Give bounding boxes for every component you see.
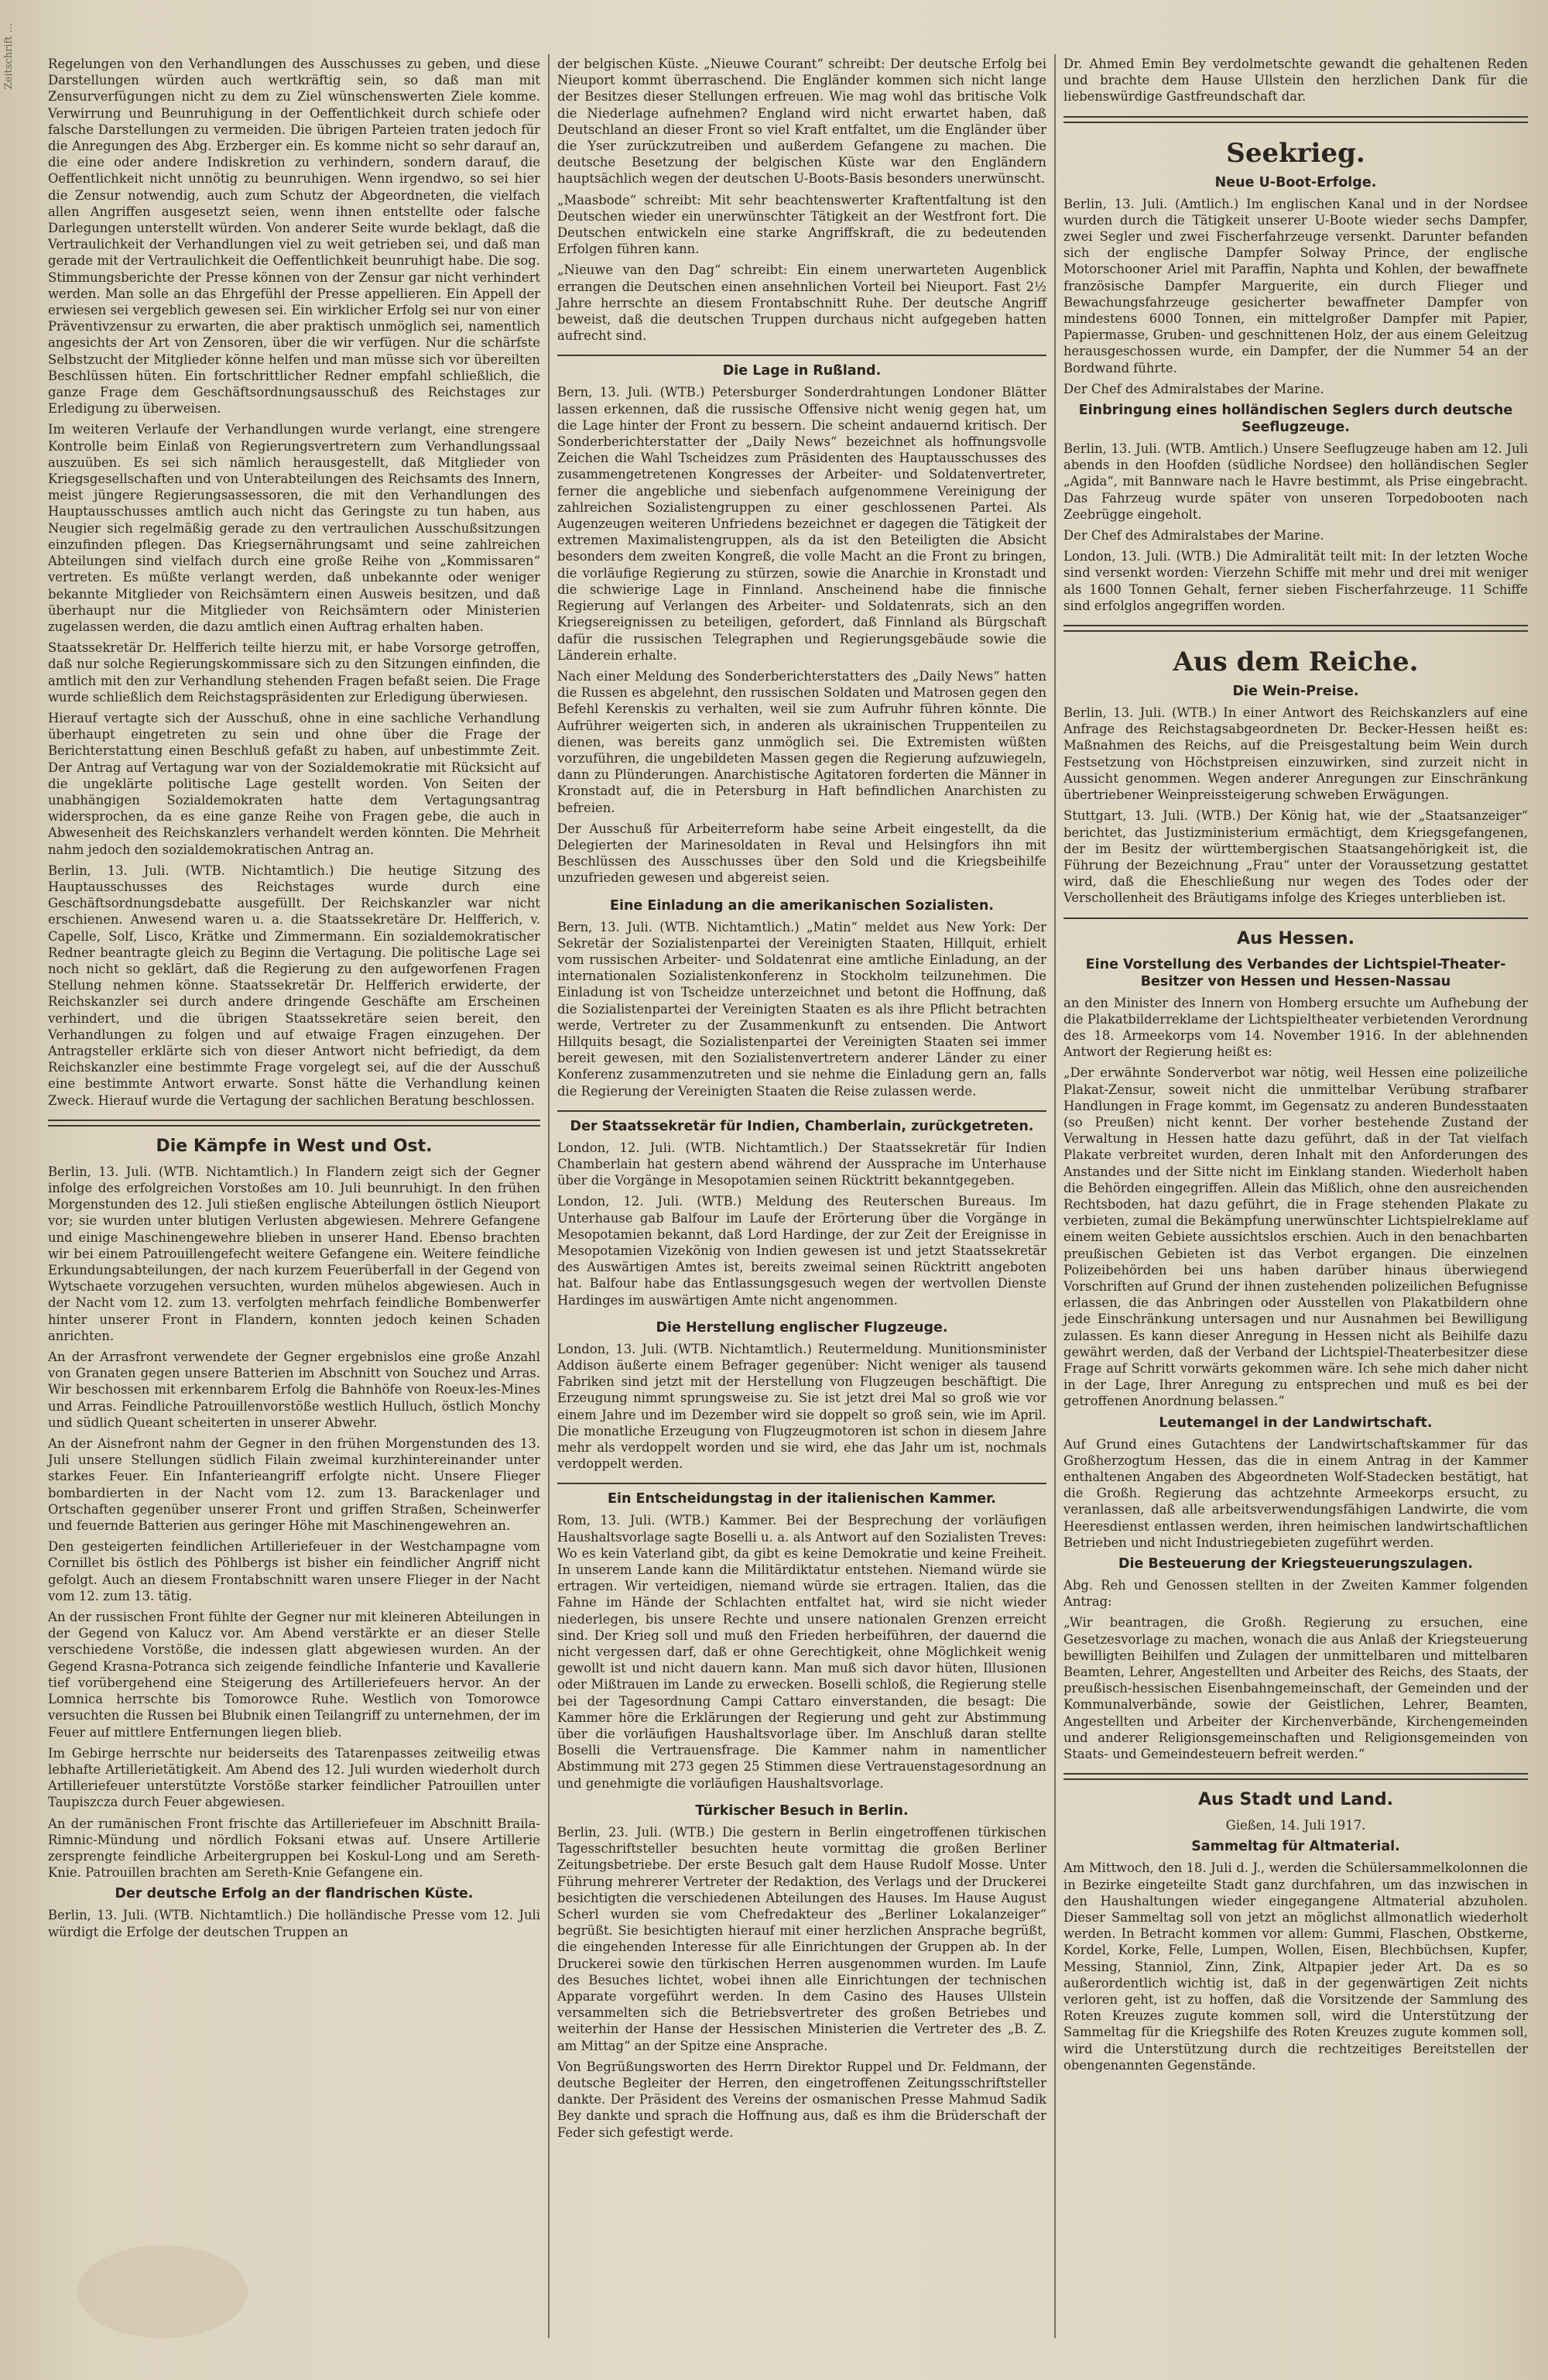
paragraph: An der Arrasfront verwendete der Gegner ergebnislos eine große Anzahl von Granaten gegen unsere Batterien im Abschnitt von Souchez und Arras. Wir beschossen mit erkennbarem Erfolg die Bahnhöfe von Roeux-les-Mines und Arras. Feindliche Patrouillenvorstöße westlich Hulluch, östlich Monchy und südlich Queant scheiterten in unserer Abwehr. [48,1349,540,1430]
article-kueste [557,56,1046,344]
paragraph: London, 12. Juli. (WTB. Nichtamtlich.) Der Staatssekretär für Indien Chamberlain hat gestern abend während der Aussprache im Unterhause über die Vorgänge in Mesopotamien seinen Rücktritt bekanntgegeben. [557,1140,1046,1188]
paragraph: Berlin, 23. Juli. (WTB.) Die gestern in Berlin eingetroffenen türkischen Tagesschriftsteller besuchten heute vormittag die großen Berliner Zeitungsbetriebe. Der erste Besuch galt dem Hause Rudolf Mosse. Unter Führung mehrerer Vertreter der Redaktion, des Verlags und der Druckerei besichtigten die verschiedenen Abteilungen des Hauses. Im Hause August Scherl wurden sie vom Chefredakteur des „Berliner Lokalanzeiger“ begrüßt. Sie besichtigten hierauf mit einer herzlichen Ansprache begrüßt, die eingehenden Interesse für alle Einrichtungen der Gruppen ab. In der Druckerei sowie den türkischen Herren ausgenommen wurden. Im Laufe des Besuches lichtet, wobei ihnen alle Einrichtungen der technischen Apparate vorgeführt werden. In dem Casino des Hauses Ullstein versammelten sich die Betriebsvertreter des großen Betriebes und weiterhin der Hanse der Hessischen Ministerien die Vertreter des „B. Z. am Mittag“ an der Spitze eine Ansprache. [557,1824,1046,2053]
section-rule [1063,116,1528,123]
paragraph: an den Minister des Innern von Homberg ersuchte um Aufhebung der die Plakatbilderreklame der Lichtspieltheater verbietenden Verordnung des 18. Armeekorps vom 14. November 1916. In der ablehnenden Antwort der Regierung heißt es: [1063,995,1528,1060]
paragraph: An der Aisnefront nahm der Gegner in den frühen Morgenstunden des 13. Juli unsere Stellungen südlich Filain zweimal kurzhintereinander unter starkes Feuer. Ein Infanterieangriff erfolgte nicht. Unsere Flieger bombardierten in der Nacht vom 12. zum 13. Barackenlager und Ortschaften gegenüber unserer Front und griffen Straßen, Scheinwerfer und feuernde Batterien aus geringer Höhe mit Maschinengewehren an. [48,1436,540,1534]
headline-leutemangel: Leutemangel in der Landwirtschaft. [1159,1415,1433,1431]
section-rule [48,1120,540,1127]
paragraph: Staatssekretär Dr. Helfferich teilte hierzu mit, er habe Vorsorge getroffen, daß nur solche Regierungskommissare sich zu den Sitzungen einfinden, die amtlich mit den zur Verhandlung stehenden Fragen befaßt seien. Die Frage wurde schließlich dem Reichstagspräsidenten zur Erledigung überwiesen. [48,640,540,705]
headline-einladung: Eine Einladung an die amerikanischen Sozialisten. [610,897,994,914]
article-stadt-land [1063,1789,1528,2073]
article-uboote [1063,174,1528,614]
paragraph: Auf Grund eines Gutachtens der Landwirtschaftskammer für das Großherzogtum Hessen, das die in einem Antrag in der Kammer enthaltenen Angaben des Abgeordneten Wolf-Stadecken bestätigt, hat die Großh. Regierung das achtzehnte Armeekorps ersucht, zu veranlassen, daß alle arbeitsverwendungsfähigen Landwirte, die vom Heeresdienst entlassen werden, ihren heimischen landwirtschaftlichen Betrieben und nicht Industriegebieten zugeführt werden. [1063,1436,1528,1550]
article-kaempfe [48,1136,540,1940]
paragraph: Am Mittwoch, den 18. Juli d. J., werden die Schülersammelkolonnen die in Bezirke eingeteilte Stadt ganz durchfahren, um das inzwischen in den Haushaltungen wieder eingegangene Altmaterial abzuholen. Dieser Sammeltag soll von jetzt an möglichst allmonatlich wiederholt werden. In Betracht kommen vor allem: Gummi, Flaschen, Obstkerne, Kordel, Korke, Felle, Lumpen, Wollen, Eisen, Blechbüchsen, Kupfer, Messing, Stanniol, Zinn, Zink, Altpapier jeder Art. Da es so außerordentlich wichtig ist, daß in der gegenwärtigen Zeit nichts verloren geht, ist zu hoffen, daß die Vorsitzende der Sammlung des Roten Kreuzes zugute kommen soll, wird die Unterstützung der Sammeltag für die Kriegshilfe des Roten Kreuzes zugute kommen soll, wird die Unterstützung durch die rechtzeitiges Bereitstellen der obengenannten Gegenstände. [1063,1860,1528,2073]
paragraph: Im Gebirge herrschte nur beiderseits des Tatarenpasses zeitweilig etwas lebhafte Artillerietätigkeit. Am Abend des 12. Juli wurden wiederholt durch Artilleriefeuer unterstützte Vorstöße starker feindlicher Patrouillen unter Taupiszcza durch Feuer abgewiesen. [48,1745,540,1810]
section-rule [557,355,1046,356]
column-divider [1054,54,1056,2338]
article-besuch [557,1802,1046,2141]
paragraph: Dr. Ahmed Emin Bey verdolmetschte gewandt die gehaltenen Reden und brachte dem Hause Ullstein den herzlichen Dank für die liebenswürdige Gastfreundschaft dar. [1063,57,1528,105]
paragraph: der belgischen Küste. „Nieuwe Courant“ schreibt: Der deutsche Erfolg bei Nieuport kommt überraschend. Die Engländer kommen sich nicht lange der Besitzes dieser Stellungen erfreuen. Wie mag wohl das britische Volk die Niederlage aufnehmen? England wird nicht erwartet haben, daß Deutschland an dieser Front so viel Kraft entfaltet, um die Engländer über die Yser zurückzutreiben und außerdem Gefangene zu machen. Die deutsche Besetzung der belgischen Küste war den Engländern hauptsächlich wegen der deutschen U-Boots-Basis besonders unerwünscht. [557,57,1046,187]
paragraph: Von Begrüßungsworten des Herrn Direktor Ruppel und Dr. Feldmann, der deutsche Begleiter der Herren, den eingetroffenen Zeitungsschriftsteller dankte. Der Präsident des Vereins der osmanischen Presse Mahmud Sadik Bey dankte und sprach die Hoffnung aus, daß es ihm die Brüderschaft der Feder sich gefestigt werde. [557,2059,1046,2140]
headline-chamberlain: Der Staatssekretär für Indien, Chamberlain, zurückgetreten. [570,1118,1034,1134]
headline-besteuerung: Die Besteuerung der Kriegsteuerungszulagen. [1118,1556,1473,1572]
headline-stadt-land: Aus Stadt und Land. [1198,1790,1393,1810]
paragraph: Bern, 13. Juli. (WTB.) Petersburger Sonderdrahtungen Londoner Blätter lassen erkennen, daß die russische Offensive nicht wenig gegen hat, um die Lage hinter der Front zu bessern. Die scheint andauernd kritisch. Der Sonderberichterstatter der „Daily News“ bezeichnet als hoffnungsvolle Zeichen die Wahl Tscheidzes zum Präsidenten des Hauptausschusses des zusammengetretenen Kongresses der Arbeiter- und Soldatenvertreter, ferner die angebliche und siebenfach aufgenommene Vereinigung der zahlreichen Sozialistengruppen zu einer geschlossenen Partei. Als Augenzeugen weiteren Unfriedens bezeichnet er dagegen die Tätigkeit der extremen Maximalistengruppen, als da ist den Beteiligten die Absicht besonders dem zweiten Kongreß, die volle Macht an die Front zu bringen, die vorläufige Regierung zu stürzen, sowie die Anarchie in Kronstadt und die schwierige Lage in Finnland. Anscheinend habe die finnische Regierung auf Verlangen des Arbeiter- und Soldatenrats, sich an den Kriegsereignissen zu beteiligen, gefordert, daß Finnland als Bürgschaft dafür die russischen Telegraphen und Regierungsgebäude sowie die Länderein erhalte. [557,385,1046,663]
headline-lichtspiel: Eine Vorstellung des Verbandes der Lichtspiel-Theater-Besitzer von Hessen und Hessen-Nassau [1085,956,1506,989]
article-flugzeuge [557,1319,1046,1473]
headline-weinpreise: Die Wein-Preise. [1232,684,1359,700]
paragraph: Berlin, 13. Juli. (WTB. Nichtamtlich.) Die holländische Presse vom 12. Juli würdigt die Erfolge der deutschen Truppen an [48,1908,540,1939]
headline-kammer: Ein Entscheidungstag in der italienischen Kammer. [608,1491,996,1507]
headline-erfolg: Der deutsche Erfolg an der flandrischen Küste. [115,1886,474,1902]
paragraph: Den gesteigerten feindlichen Artilleriefeuer in der Westchampagne vom Cornillet bis östlich des Pöhlbergs ist bisher ein feindlicher Angriff nicht gefolgt. Auch an diesem Frontabschnitt waren unsere Flieger in der Nacht vom 12. zum 13. tätig. [48,1539,540,1603]
headline-einbringung: Einbringung eines holländischen Seglers durch deutsche Seeflugzeuge. [1078,403,1513,436]
margin-note: Zeitschrift ... [3,23,15,90]
paragraph: Berlin, 13. Juli. (WTB.) In einer Antwort des Reichskanzlers auf eine Anfrage des Reichstagsabgeordneten Dr. Becker-Hessen heißt es: Maßnahmen des Reichs, auf die Preisgestaltung beim Wein durch Festsetzung von Höchstpreisen einzuwirken, sind zurzeit nicht in Aussicht genommen. Wegen anderer Anregungen zur Einschränkung übertriebener Weinpreissteigerung schweben Erwägungen. [1063,705,1528,803]
article-weinpreise [1063,683,1528,906]
paragraph: Hierauf vertagte sich der Ausschuß, ohne in eine sachliche Verhandlung überhaupt eingetreten zu sein und ohne über die Frage der Berichterstattung einen Beschluß gefaßt zu haben, auf unbestimmte Zeit. Der Antrag auf Vertagung war von der Sozialdemokratie mit Rücksicht auf die ungeklärte politische Lage gestellt worden. Von Seiten der unabhängigen Sozialdemokraten hatte dem Vertagungsantrag widersprochen, da es eine ganze Reihe von Fragen gebe, die auch in Abwesenheit des Reichskanzlers verhandelt werden könnten. Die Mehrheit nahm jedoch den sozialdemokratischen Antrag an. [48,710,540,857]
headline-besuch: Türkischer Besuch in Berlin. [695,1802,909,1819]
paragraph: Stuttgart, 13. Juli. (WTB.) Der König hat, wie der „Staatsanzeiger“ berichtet, das Justizministerium ermächtigt, dem Kriegsgefangenen, der im Besitz der württembergischen Staatsangehörigkeit ist, die Führung der Bezeichnung „Frau“ unter der Voraussetzung gestattet wird, daß die Eheschließung nur wegen des Todes oder der Verschollenheit des Bräutigams infolge des Krieges unterblieben ist. [1063,808,1528,906]
section-rule [557,1483,1046,1484]
column-2 [557,56,1046,2152]
signature: Der Chef des Admiralstabes der Marine. [1063,528,1324,544]
article-ullstein-end [1063,56,1528,105]
headline-kaempfe: Die Kämpfe in West und Ost. [156,1136,433,1156]
paragraph: Im weiteren Verlaufe der Verhandlungen wurde verlangt, eine strengere Kontrolle beim Einlaß von Regierungsvertretern zum Verhandlungssaal auszuüben. Es sei sich nämlich herausgestellt, daß Mitglieder von Kriegsgesellschaften und von Unterabteilungen des Reichsamts des Innern, meist jüngere Regierungsassessoren, die mit den Verhandlungen des Hauptausschusses amtlich auch nicht das Geringste zu tun haben, aus Neugier sich regelmäßig gerade zu den vertraulichen Ausschußsitzungen einzufinden pflegen. Das Kriegsernährungsamt und seine zahlreichen Abteilungen sind vielfach durch eine große Reihe von „Kommissaren“ vertreten. Es müßte verlangt werden, daß unbekannte oder weniger bekannte Mitglieder von Reichsämtern einen Ausweis besitzen, und daß überhaupt nur die Mitglieder von Reichsämtern oder Ministerien zugelassen werden, die dazu amtlich einen Auftrag erhalten haben. [48,422,540,634]
section-rule [1063,625,1528,632]
headline-seekrieg: Seekrieg. [1226,137,1365,169]
article-russland [557,362,1046,886]
section-rule [557,1110,1046,1112]
headline-reiche: Aus dem Reiche. [1173,646,1419,678]
paragraph: „Wir beantragen, die Großh. Regierung zu ersuchen, eine Gesetzesvorlage zu machen, wonach die aus Anlaß der Kriegsteuerung bewilligten Beihilfen und Zulagen der unmittelbaren und mittelbaren Beamten, Lehrer, Angestellten und Arbeiter des Reichs, des Staats, der preußisch-hessischen Eisenbahngemeinschaft, der Gemeinden und der Kommunalverbände, sowie der Geistlichen, Lehrer, Beamten, Angestellten und Arbeiter der Kirchenverbände, Kirchengemeinden und anderer Religionsgemeinschaften und Religionsgemeinden von Staats- und Gemeindesteuern befreit werden.“ [1063,1615,1528,1762]
paragraph: Nach einer Meldung des Sonderberichterstatters des „Daily News“ hatten die Russen es abgelehnt, den russischen Soldaten und Matrosen gegen den Befehl Kerenskis zu verhalten, weil sie zum Aufruhr führen könnte. Die Aufrührer weigerten sich, in anderen als ukrainischen Truppenteilen zu dienen, was bereits ganz unmöglich sei. Die Extremisten wüßten vorzuführen, die ungebildeten Massen gegen die Regierung aufzuwiegeln, dann zu Plünderungen. Anarchistische Agitatoren forderten die Männer in Kronstadt auf, die in Petersburg in Haft befindlichen Anarchisten zu befreien. [557,668,1046,815]
paragraph: Bern, 13. Juli. (WTB. Nichtamtlich.) „Matin“ meldet aus New York: Der Sekretär der Sozialistenpartei der Vereinigten Staaten, Hillquit, erhielt vom russischen Arbeiter- und Soldatenrat eine amtliche Einladung, an der internationalen Sozialistenkonferenz in Stockholm teilzunehmen. Die Einladung ist von Tscheidze unterzeichnet und betont die Hoffnung, daß die Sozialistenpartei der Vereinigten Staaten es als ihre Pflicht betrachten werde, Vertreter zu der Zusammenkunft zu entsenden. Die Antwort Hillquits besagt, die Sozialistenpartei der Vereinigten Staaten sei immer bereit gewesen, mit den Sozialistenvertretern anderer Länder zu einer Konferenz zusammenzutreten und sie nehme die Einladung gern an, falls die Regierung der Vereinigten Staaten die Reise zulassen werde. [557,919,1046,1099]
paragraph: Regelungen von den Verhandlungen des Ausschusses zu geben, und diese Darstellungen würden auch wertkräftig sein, so daß man mit Zensurverfügungen nicht zu dem zu Ziel wünschenswerten Ziele komme. Verwirrung und Beunruhigung in der Oeffentlichkeit durch schiefe oder falsche Darstellungen zu vermeiden. Die übrigen Parteien traten jedoch für die Anregungen des Abg. Erzberger ein. Es komme nicht so sehr darauf an, die eine oder andere Indiskretion zu verhindern, sondern darauf, die Oeffentlichkeit nicht unnötig zu beunruhigen. Wenn irgendwo, so sei hier die Zensur notwendig, auch zum Schutz der Abgeordneten, die vielfach allen Angriffen ausgesetzt seien, wenn ihnen entstellte oder falsche Darlegungen unterstellt würden. Von anderer Seite wurde beklagt, daß die Vertraulichkeit der Verhandlungen viel zu weit getrieben sei, und daß man gerade mit der Vertraulichkeit die Oeffentlichkeit beunruhigt habe. Die sog. Stimmungsberichte der Presse können von der Zensur gar nicht verhindert werden. Man solle an das Ehrgefühl der Presse appellieren. Ein Appell der erwiesen sei vergeblich gewesen sei. Ein wirklicher Erfolg sei nur von einer Präventivzensur zu erwarten, die aber praktisch unmöglich sei, namentlich angesichts der Art von Zensoren, über die wir verfügen. Nur die schärfste Selbstzucht der Mitglieder könne helfen und man müsse sich vor übereilten Beschlüssen hüten. Ein fortschrittlicher Redner empfahl schließlich, die ganze Frage dem Geschäftsordnungsausschuß des Reichstages zur Erledigung zu überweisen. [48,57,540,417]
paragraph: London, 13. Juli. (WTB. Nichtamtlich.) Reutermeldung. Munitionsminister Addison äußerte einem Befrager gegenüber: Nicht weniger als tausend Fabriken sind jetzt mit der Herstellung von Flugzeugen beschäftigt. Die Erzeugung nimmt sprungsweise zu. Sie ist jetzt drei Mal so groß wie vor einem Jahre und im Dezember wird sie doppelt so groß sein, wie im April. Die monatliche Erzeugung von Flugzeugmotoren ist schon in diesem Jahre mehr als verdoppelt worden und sie wird, ehe das Jahr um ist, nochmals verdoppelt werden. [557,1341,1046,1472]
dateline: Gießen, 14. Juli 1917. [1225,1818,1366,1833]
column-divider [548,54,550,2338]
paragraph: London, 12. Juli. (WTB.) Meldung des Reuterschen Bureaus. Im Unterhause gab Balfour im Laufe der Erörterung über die Vorgänge in Mesopotamien bekannt, daß Lord Hardinge, der zur Zeit der Ereignisse in Mesopotamien Vizekönig von Indien gewesen ist und jetzt Staatssekretär des Auswärtigen Amtes ist, bereits zweimal seinen Rücktritt angeboten hat. Balfour habe das Entlassungsgesuch wegen der wertvollen Dienste Hardinges im auswärtigen Amte nicht angenommen. [557,1194,1046,1308]
article-kammer [557,1490,1046,1791]
article-einladung [557,897,1046,1099]
paragraph: An der russischen Front fühlte der Gegner nur mit kleineren Abteilungen in der Gegend von Kalucz vor. Am Abend verstärkte er an dieser Stelle verschiedene Vorstöße, die indessen glatt abgewiesen wurden. An der Gegend Krasna-Potranca sich zeigende feindliche Infanterie und Kavallerie tief vorübergehend eine Steigerung des Artilleriefeuers hervor. An der Lomnica herrschte bis Tomorowce Ruhe. Westlich von Tomorowce versuchten die Russen bei Blubnik einen Teilangriff zu unternehmen, der im Feuer auf mittlere Entfernungen liegen blieb. [48,1610,540,1740]
headline-flugzeuge: Die Herstellung englischer Flugzeuge. [656,1319,948,1336]
paragraph: London, 13. Juli. (WTB.) Die Admiralität teilt mit: In der letzten Woche sind versenkt worden: Vierzehn Schiffe mit mehr und drei mit weniger als 1600 Tonnen Gehalt, ferner sieben Fischerfahrzeuge. 11 Schiffe sind erfolglos angegriffen worden. [1063,549,1528,613]
paragraph: Abg. Reh und Genossen stellten in der Zweiten Kammer folgenden Antrag: [1063,1578,1528,1610]
paragraph: Berlin, 13. Juli. (WTB. Nichtamtlich.) In Flandern zeigt sich der Gegner infolge des erfolgreichen Vorstoßes am 10. Juli beunruhigt. In den frühen Morgenstunden des 12. Juli stießen englische Abteilungen östlich Nieuport vor; sie wurden unter blutigen Verlusten abgewiesen. Mehrere Gefangene und einige Maschinengewehre blieben in unserer Hand. Ebenso brachten wir bei einem Patrouillengefecht weitere Gefangene ein. Weitere feindliche Erkundungsabteilungen, der nach kurzem Feuerüberfall in der Gegend von Wytschaete vorzugehen versuchten, wurden mühelos abgewiesen. Auch in der Nacht vom 12. zum 13. verfolgten mehrfach feindliche Bombenwerfer hinter unserer Front in Flandern, konnten jedoch keinen Schaden anrichten. [48,1164,540,1343]
paragraph: „Nieuwe van den Dag“ schreibt: Ein einem unerwarteten Augenblick errangen die Deutschen einen ansehnlichen Vorteil bei Nieuport. Fast 2½ Jahre herrschte an diesem Frontabschnitt Ruhe. Der deutsche Angriff beweist, daß die deutschen Truppen durchaus nicht aufgegeben hatten aufrecht sind. [557,262,1046,344]
paragraph: Berlin, 13. Juli. (Amtlich.) Im englischen Kanal und in der Nordsee wurden durch die Tätigkeit unserer U-Boote wieder sechs Dampfer, zwei Segler und zwei Fischerfahrzeuge versenkt. Darunter befanden sich der englische Dampfer Solway Prince, der englische Motorschooner Ariel mit Paraffin, Naphta und Kohlen, der bewaffnete französische Dampfer Marguerite, ein durch Flieger und Bewachungsfahrzeuge gesicherter bewaffneter Dampfer von mindestens 6000 Tonnen, ein mittelgroßer Dampfer mit Papier, Papiermasse, Gruben- und geschnittenen Holz, der aus einem Geleitzug herausgeschossen wurde, ein Dampfer, der die Nummer 54 an der Bordwand führte. [1063,196,1528,376]
column-1 [48,56,540,1951]
column-3 [1063,56,1528,2084]
paper-stain [77,2245,248,2338]
paragraph: Der Ausschuß für Arbeiterreform habe seine Arbeit eingestellt, da die Delegierten der Marinesoldaten in Reval und Helsingfors ihn mit Beschlüssen des Ausschusses über den Sold und die Kriegsbeihilfe unzufrieden gewesen und abgereist seien. [557,821,1046,886]
article-hessen [1063,928,1528,1763]
paragraph: Berlin, 13. Juli. (WTB. Nichtamtlich.) Die heutige Sitzung des Hauptausschusses des Reichstages wurde durch eine Geschäftsordnungsdebatte ausgefüllt. Der Reichskanzler war nicht erschienen. Anwesend waren u. a. die Staatssekretäre Dr. Helfferich, v. Capelle, Solf, Lisco, Krätke und Zimmermann. Ein sozialdemokratischer Redner beantragte gleich zu Beginn die Vertagung. Die politische Lage sei noch nicht so geklärt, daß die Regierung zu den aufgeworfenen Fragen Stellung nehmen könne. Staatssekretär Dr. Helfferich erwiderte, der Reichskanzler sei durch andere dringende Geschäfte am Erscheinen verhindert, und die übrigen Staatssekretäre seien bereit, den Verhandlungen zu folgen und auf etwaige Fragen einzugehen. Der Antragsteller erklärte sich von dieser Antwort nicht befriedigt, da dem Reichskanzler eine bestimmte Frage vorgelegt sei, auf die der Ausschuß eine bestimmte Antwort erwarte. Sonst hätte die Verhandlung keinen Zweck. Hierauf wurde die Vertagung der sachlichen Beratung beschlossen. [48,862,540,1108]
section-rule [1063,917,1528,919]
paragraph: Berlin, 13. Juli. (WTB. Amtlich.) Unsere Seeflugzeuge haben am 12. Juli abends in den Hoofden (südliche Nordsee) den holländischen Segler „Agida“, mit Bannware nach le Havre bestimmt, als Prise eingebracht. Das Fahrzeug wurde später von unseren Torpedobooten nach Zeebrügge eingeholt. [1063,441,1528,522]
headline-hessen: Aus Hessen. [1237,928,1354,948]
article-chamberlain [557,1118,1046,1308]
article-ausschuss [48,56,540,1109]
paragraph: „Der erwähnte Sonderverbot war nötig, weil Hessen eine polizeiliche Plakat-Zensur, soweit nicht die unmittelbar Verübung strafbarer Handlungen in Frage kommt, im Gegensatz zu anderen Bundesstaaten (so Preußen) nicht kennt. Der vorher bestehende Zustand der Verwaltung in Hessen hatte dazu geführt, daß in der Tat vielfach Plakate verbreitet wurden, deren Inhalt mit den Anforderungen des Anstandes und der Sitte nicht im Einklang standen. Wiederholt haben die Behörden eingegriffen. Allein das Mißlich, ohne den ausreichenden Rechtsboden, hat dazu geführt, die in Frage stehenden Plakate zu verbieten, zumal die Bekämpfung unerwünschter Lichtspielreklame auf einem weiten Gebiete aussichtslos erschien. Auch in den benachbarten preußischen Gebieten ist das Verbot ergangen. Die einzelnen Polizeibehörden bei uns haben darüber hinaus überwiegend Vorschriften auf Grund der ihnen zustehenden polizeilichen Befugnisse erlassen, die das Anbringen oder Ausstellen von Plakatbildern ohne jede Einschränkung untersagen und nur Ausnahmen bei Bewilligung zulassen. Es kann dieser Anregung in Hessen nicht als Beihilfe dazu gewährt werden, daß der Verband der Lichtspiel-Theaterbesitzer diese Frage auf Schritt vorwärts gekommen wäre. Ich sehe mich daher nicht in der Lage, Ihrer Anregung zu entsprechen und muß es bei der getroffenen Anordnung belassen.“ [1063,1065,1528,1409]
headline-sammeltag: Sammeltag für Altmaterial. [1191,1839,1400,1855]
signature: Der Chef des Admiralstabes der Marine. [1063,381,1324,396]
headline-russland: Die Lage in Rußland. [722,363,882,379]
headline-uboot-erfolge: Neue U-Boot-Erfolge. [1214,174,1377,190]
paragraph: Rom, 13. Juli. (WTB.) Kammer. Bei der Besprechung der vorläufigen Haushaltsvorlage sagte Boselli u. a. als Antwort auf den Sozialisten Treves: Wo es kein Vaterland gibt, da gibt es keine Demokratie und keine Freiheit. In unserem Lande kann die Militärdiktatur entstehen. Niemand würde sie ertragen. Wir verteidigen, niemand würde sie ertragen. Italien, das die Fahne im Hände der Schlachten entfaltet hat, wird sie nicht wieder niederlegen, bis unsere Rechte und unsere nationalen Grenzen erreicht sind. Der Krieg soll und muß den Frieden herbeiführen, der dauernd die nicht vergessen darf, daß er ohne Gerechtigkeit, ohne Möglichkeit wenig gewollt ist und nicht dauern kann. Man muß sich davor hüten, Illusionen oder Mißtrauen im Lande zu erwecken. Boselli schloß, die Regierung stelle bei der Tagesordnung Campi Cattaro einverstanden, die besagt: Die Kammer höre die Erklärungen der Regierung und geht zur Abstimmung über die vorläufigen Haushaltsvorlage über. Im Anschluß daran stellte Boselli die Vertrauensfrage. Die Kammer nahm in namentlicher Abstimmung mit 273 gegen 25 Stimmen diese Vertrauenstagesordnung an und genehmigte die vorläufigen Haushaltsvorlage. [557,1513,1046,1791]
paragraph: An der rumänischen Front frischte das Artilleriefeuer im Abschnitt Braila-Rimnic-Mündung und nördlich Foksani etwas auf. Unsere Artillerie zersprengte feindliche Arbeitergruppen bei Koskul-Long und am Sereth-Knie. Patrouillen brachten am Sereth-Knie Gefangene ein. [48,1816,540,1881]
paragraph: „Maasbode“ schreibt: Mit sehr beachtenswerter Kraftentfaltung ist den Deutschen wieder ein unerwünschter Tätigkeit an der Westfront fort. Die Deutschen entwickeln eine starke Angriffskraft, die zu bedeutenden Erfolgen führen kann. [557,192,1046,257]
section-rule [1063,1773,1528,1780]
